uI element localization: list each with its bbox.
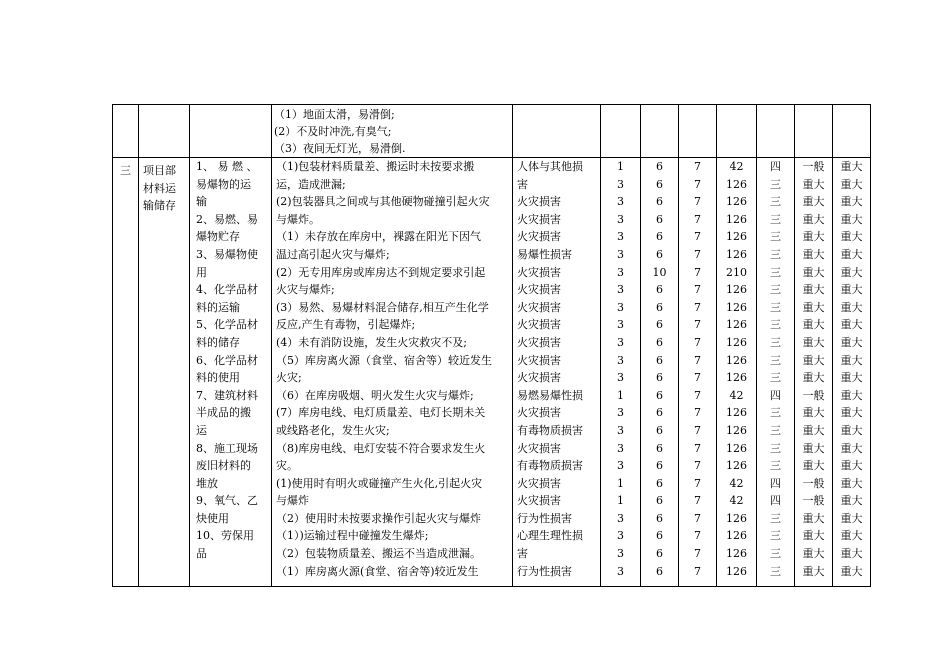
level-value: 重大 (802, 230, 825, 244)
item-line: 废旧材料的 (196, 459, 251, 473)
grade-value: 四 (770, 388, 781, 402)
l-value: 3 (617, 371, 624, 385)
c-value: 7 (694, 230, 701, 244)
last-values (833, 158, 870, 580)
e-value: 6 (656, 388, 663, 402)
item-line: 易爆物的运 (196, 177, 251, 191)
e-value: 6 (656, 212, 663, 226)
grade-value: 三 (770, 335, 781, 349)
l-value: 1 (617, 388, 624, 402)
l-value: 1 (617, 494, 624, 508)
e-value: 6 (656, 177, 663, 191)
l-value: 3 (617, 265, 624, 279)
grade-value: 三 (770, 300, 781, 314)
hazard-line: 行为性损害 (517, 511, 572, 525)
c-value: 7 (694, 212, 701, 226)
level-value: 一般 (802, 388, 825, 402)
item-line: 用 (196, 265, 207, 279)
level-value: 一般 (802, 160, 825, 173)
hazard-line: 害 (517, 547, 528, 561)
level-value: 重大 (802, 459, 825, 473)
d-value: 126 (726, 300, 747, 314)
cause-line: （1）)运输过程中碰撞发生爆炸; (276, 529, 429, 543)
e-value: 6 (656, 441, 663, 455)
d-value: 126 (726, 564, 747, 578)
grade-column (757, 158, 795, 587)
l-value: 3 (617, 441, 624, 455)
last-value: 重大 (840, 371, 863, 385)
level-value: 重大 (802, 441, 825, 455)
grade-value: 三 (770, 283, 781, 297)
grade-value: 三 (770, 371, 781, 385)
e-value: 6 (656, 494, 663, 508)
last-value: 重大 (840, 406, 863, 420)
level-value: 重大 (802, 300, 825, 314)
c-value: 7 (694, 529, 701, 543)
cause-line: (2)包装器具之间或与其他硬物碰撞引起火灾 (276, 195, 490, 209)
hazard-line: 火灾损害 (517, 212, 561, 226)
last-value: 重大 (840, 335, 863, 349)
last-value: 重大 (840, 283, 863, 297)
last-value: 重大 (840, 441, 863, 455)
level-value: 重大 (802, 195, 825, 209)
item-line: 1、 易 燃 、 (196, 160, 258, 173)
l-value: 3 (617, 564, 624, 578)
grade-values (757, 158, 794, 580)
c-value: 7 (694, 441, 701, 455)
c-value: 7 (694, 300, 701, 314)
c-value: 7 (694, 423, 701, 437)
item-line: 6、化学品材 (196, 353, 258, 367)
cell-c (679, 105, 717, 158)
e-value: 6 (656, 476, 663, 490)
item-line: 9、氧气、乙 (196, 494, 258, 508)
cause-line: 运，造成泄漏; (276, 177, 346, 191)
level-value: 重大 (802, 564, 825, 578)
d-value: 126 (726, 247, 747, 261)
c-value: 7 (694, 177, 701, 191)
cause-line: (2）无专用库房或库房达不到规定要求引起 (276, 265, 486, 279)
grade-value: 三 (770, 195, 781, 209)
grade-value: 三 (770, 265, 781, 279)
l-value: 1 (617, 476, 624, 490)
cell-hazard (513, 105, 601, 158)
c-value: 7 (694, 564, 701, 578)
activity-line: 材料运 (143, 181, 176, 195)
d-value: 126 (726, 353, 747, 367)
grade-value: 三 (770, 177, 781, 191)
l-value: 3 (617, 195, 624, 209)
l-value: 3 (617, 529, 624, 543)
row-number: 三 (113, 158, 139, 587)
level-value: 重大 (802, 177, 825, 191)
hazard-line: 有毒物质损害 (517, 423, 583, 437)
l-value: 3 (617, 230, 624, 244)
e-value: 6 (656, 335, 663, 349)
risk-assessment-table (112, 104, 871, 587)
hazard-line: 有毒物质损害 (517, 459, 583, 473)
hazard-line: 害 (517, 177, 528, 191)
hazard-line: 心理生理性损 (517, 529, 583, 543)
d-value: 126 (726, 318, 747, 332)
e-value: 6 (656, 547, 663, 561)
level-value: 重大 (802, 406, 825, 420)
c-value: 7 (694, 476, 701, 490)
l-values (601, 158, 640, 580)
cause-line: (7）库房电线、电灯质量差、电灯长期未关 (276, 406, 486, 420)
d-value: 126 (726, 212, 747, 226)
cause-line: （8)库房电线、电灯安装不符合要求发生火 (276, 441, 486, 455)
e-value: 6 (656, 230, 663, 244)
level-value: 一般 (802, 494, 825, 508)
grade-value: 三 (770, 547, 781, 561)
l-value: 3 (617, 318, 624, 332)
d-value: 126 (726, 459, 747, 473)
item-line: 运 (196, 423, 207, 437)
l-value: 3 (617, 406, 624, 420)
d-value: 126 (726, 441, 747, 455)
c-value: 7 (694, 511, 701, 525)
c-value: 7 (694, 283, 701, 297)
grade-value: 三 (770, 230, 781, 244)
cause-line: （1）未存放在库房中，裸露在阳光下因气 (276, 230, 481, 244)
last-value: 重大 (840, 230, 863, 244)
grade-value: 三 (770, 511, 781, 525)
cause-line: （1)包装材料质量差、搬运时未按要求搬 (276, 160, 475, 173)
item-line: 8、施工现场 (196, 441, 258, 455)
c-value: 7 (694, 335, 701, 349)
c-value: 7 (694, 265, 701, 279)
d-value: 126 (726, 547, 747, 561)
hazard-line: 火灾损害 (517, 283, 561, 297)
item-line: 7、建筑材料 (196, 388, 258, 402)
item-line: 料的使用 (196, 371, 240, 385)
level-column (795, 158, 833, 587)
cause-line: 与爆炸。 (276, 212, 320, 226)
l-value: 3 (617, 459, 624, 473)
c-value: 7 (694, 353, 701, 367)
cause-line: 与爆炸 (276, 494, 309, 508)
last-column (833, 158, 871, 587)
cause-line: 火灾与爆炸; (276, 283, 335, 297)
d-value: 126 (726, 511, 747, 525)
level-value: 重大 (802, 529, 825, 543)
grade-value: 四 (770, 160, 781, 173)
item-line: 爆物贮存 (196, 230, 240, 244)
e-value: 6 (656, 459, 663, 473)
level-value: 重大 (802, 547, 825, 561)
cell-e (641, 105, 679, 158)
l-column (601, 158, 641, 587)
c-value: 7 (694, 371, 701, 385)
c-values (679, 158, 716, 580)
l-value: 3 (617, 353, 624, 367)
last-value: 重大 (840, 459, 863, 473)
cause-line: (3）易然、易爆材料混合储存,相互产生化学 (276, 300, 489, 314)
item-lines (190, 158, 271, 563)
table-row (113, 158, 871, 587)
last-value: 重大 (840, 388, 863, 402)
grade-value: 三 (770, 406, 781, 420)
grade-value: 三 (770, 353, 781, 367)
level-value: 重大 (802, 265, 825, 279)
last-value: 重大 (840, 212, 863, 226)
last-value: 重大 (840, 160, 863, 173)
grade-value: 三 (770, 247, 781, 261)
level-value: 一般 (802, 476, 825, 490)
hazard-line: 行为性损害 (517, 564, 572, 578)
e-value: 6 (656, 247, 663, 261)
e-column (641, 158, 679, 587)
e-value: 6 (656, 564, 663, 578)
c-value: 7 (694, 195, 701, 209)
hazard-line: 火灾损害 (517, 335, 561, 349)
consequence-line: （1）地面太滑，易滑倒; (274, 108, 395, 121)
c-value: 7 (694, 160, 701, 173)
e-value: 6 (656, 195, 663, 209)
hazard-line: 火灾损害 (517, 230, 561, 244)
activity-lines (143, 162, 187, 215)
level-value: 重大 (802, 247, 825, 261)
last-value: 重大 (840, 529, 863, 543)
grade-value: 三 (770, 423, 781, 437)
last-value: 重大 (840, 300, 863, 314)
hazard-line: 火灾损害 (517, 353, 561, 367)
d-column (717, 158, 757, 587)
c-value: 7 (694, 459, 701, 473)
l-value: 3 (617, 335, 624, 349)
hazard-line: 易爆性损害 (517, 247, 572, 261)
d-values (717, 158, 756, 580)
hazard-causes (272, 158, 513, 587)
e-values (641, 158, 678, 580)
item-line: 2、易燃、易 (196, 212, 258, 226)
e-value: 6 (656, 318, 663, 332)
d-value: 126 (726, 423, 747, 437)
cause-line: 反应,产生有毒物，引起爆炸; (276, 318, 416, 332)
l-value: 3 (617, 212, 624, 226)
activity-line: 项目部 (143, 164, 176, 177)
e-value: 10 (652, 265, 667, 279)
d-value: 126 (726, 195, 747, 209)
level-value: 重大 (802, 212, 825, 226)
cell-last (833, 105, 871, 158)
d-value: 42 (729, 494, 744, 508)
d-value: 42 (729, 388, 744, 402)
e-value: 6 (656, 529, 663, 543)
cause-line: (1)使用时有明火或碰撞产生火化,引起火灾 (276, 476, 483, 490)
last-value: 重大 (840, 177, 863, 191)
cause-line: 或线路老化，发生火灾; (276, 423, 390, 437)
consequence-line: (2）不及时冲洗,有臭气; (274, 125, 392, 138)
e-value: 6 (656, 160, 663, 173)
last-value: 重大 (840, 318, 863, 332)
cause-line: （1）库房离火源(食堂、宿舍等)较近发生 (276, 564, 479, 578)
cell-no (113, 105, 139, 158)
d-value: 126 (726, 283, 747, 297)
hazard-line: 火灾损害 (517, 371, 561, 385)
e-value: 6 (656, 406, 663, 420)
activity-line: 输储存 (143, 199, 176, 213)
grade-value: 三 (770, 318, 781, 332)
item-line: 5、化学品材 (196, 318, 258, 332)
l-value: 3 (617, 283, 624, 297)
l-value: 3 (617, 247, 624, 261)
hazard-types (513, 158, 601, 587)
d-value: 126 (726, 529, 747, 543)
item-line: 料的运输 (196, 300, 240, 314)
hazard-line: 火灾损害 (517, 265, 561, 279)
level-value: 重大 (802, 511, 825, 525)
item-line: 10、劳保用 (196, 529, 254, 543)
cause-line: （2）使用时未按要求操作引起火灾与爆炸 (276, 511, 481, 525)
last-value: 重大 (840, 476, 863, 490)
work-items (190, 158, 272, 587)
cell-level (795, 105, 833, 158)
hazard-line: 火灾损害 (517, 318, 561, 332)
cause-line: （6）在库房吸烟、明火发生火灾与爆炸; (276, 388, 474, 402)
hazard-lines (513, 158, 600, 580)
c-value: 7 (694, 388, 701, 402)
grade-value: 三 (770, 441, 781, 455)
cause-line: 温过高引起火灾与爆炸; (276, 247, 390, 261)
last-value: 重大 (840, 247, 863, 261)
c-value: 7 (694, 247, 701, 261)
activity-name (139, 158, 190, 587)
item-line: 3、易爆物使 (196, 247, 258, 261)
last-value: 重大 (840, 511, 863, 525)
cell-cause (272, 105, 513, 158)
last-value: 重大 (840, 494, 863, 508)
hazard-line: 火灾损害 (517, 476, 561, 490)
cause-line: 火灾; (276, 371, 302, 385)
d-value: 126 (726, 177, 747, 191)
d-value: 210 (726, 265, 747, 279)
consequence-line: （3）夜间无灯光，易滑倒. (274, 142, 406, 155)
level-value: 重大 (802, 353, 825, 367)
last-value: 重大 (840, 564, 863, 578)
e-value: 6 (656, 511, 663, 525)
d-value: 42 (729, 476, 744, 490)
level-value: 重大 (802, 371, 825, 385)
cell-l (601, 105, 641, 158)
cause-line: （5）库房离火源（食堂、宿舍等）较近发生 (276, 353, 492, 367)
hazard-line: 人体与其他损 (517, 160, 583, 173)
last-value: 重大 (840, 547, 863, 561)
table-row (113, 105, 871, 158)
grade-value: 四 (770, 494, 781, 508)
e-value: 6 (656, 353, 663, 367)
d-value: 126 (726, 230, 747, 244)
hazard-line: 火灾损害 (517, 300, 561, 314)
level-values (795, 158, 832, 580)
cause-lines (272, 158, 512, 580)
l-value: 3 (617, 423, 624, 437)
last-value: 重大 (840, 195, 863, 209)
grade-value: 三 (770, 564, 781, 578)
hazard-line: 火灾损害 (517, 406, 561, 420)
d-value: 126 (726, 371, 747, 385)
level-value: 重大 (802, 318, 825, 332)
e-value: 6 (656, 283, 663, 297)
c-value: 7 (694, 318, 701, 332)
c-value: 7 (694, 494, 701, 508)
d-value: 126 (726, 406, 747, 420)
hazard-line: 火灾损害 (517, 494, 561, 508)
consequence-lines (272, 105, 512, 157)
level-value: 重大 (802, 335, 825, 349)
hazard-line: 易燃易爆性损 (517, 388, 583, 402)
last-value: 重大 (840, 265, 863, 279)
last-value: 重大 (840, 423, 863, 437)
grade-value: 三 (770, 529, 781, 543)
grade-value: 三 (770, 212, 781, 226)
l-value: 3 (617, 547, 624, 561)
cell-grade (757, 105, 795, 158)
grade-value: 四 (770, 476, 781, 490)
e-value: 6 (656, 300, 663, 314)
c-value: 7 (694, 547, 701, 561)
item-line: 炔使用 (196, 511, 229, 525)
item-line: 半成品的搬 (196, 406, 251, 420)
c-column (679, 158, 717, 587)
item-line: 输 (196, 195, 207, 209)
e-value: 6 (656, 371, 663, 385)
d-value: 42 (729, 160, 744, 173)
cell-activity (139, 105, 190, 158)
last-value: 重大 (840, 353, 863, 367)
l-value: 3 (617, 177, 624, 191)
l-value: 3 (617, 300, 624, 314)
grade-value: 三 (770, 459, 781, 473)
hazard-line: 火灾损害 (517, 441, 561, 455)
cell-d (717, 105, 757, 158)
level-value: 重大 (802, 283, 825, 297)
level-value: 重大 (802, 423, 825, 437)
item-line: 料的储存 (196, 335, 240, 349)
d-value: 126 (726, 335, 747, 349)
item-line: 品 (196, 547, 207, 561)
item-line: 4、化学品材 (196, 283, 258, 297)
hazard-line: 火灾损害 (517, 195, 561, 209)
cell-item (190, 105, 272, 158)
item-line: 堆放 (196, 476, 218, 490)
e-value: 6 (656, 423, 663, 437)
c-value: 7 (694, 406, 701, 420)
cause-line: 灾。 (276, 459, 298, 473)
cause-line: (4）未有消防设施，发生火灾救灾不及; (276, 335, 467, 349)
l-value: 1 (617, 160, 624, 173)
l-value: 3 (617, 511, 624, 525)
cause-line: （2）包装物质量差、搬运不当造成泄漏。 (276, 547, 481, 561)
